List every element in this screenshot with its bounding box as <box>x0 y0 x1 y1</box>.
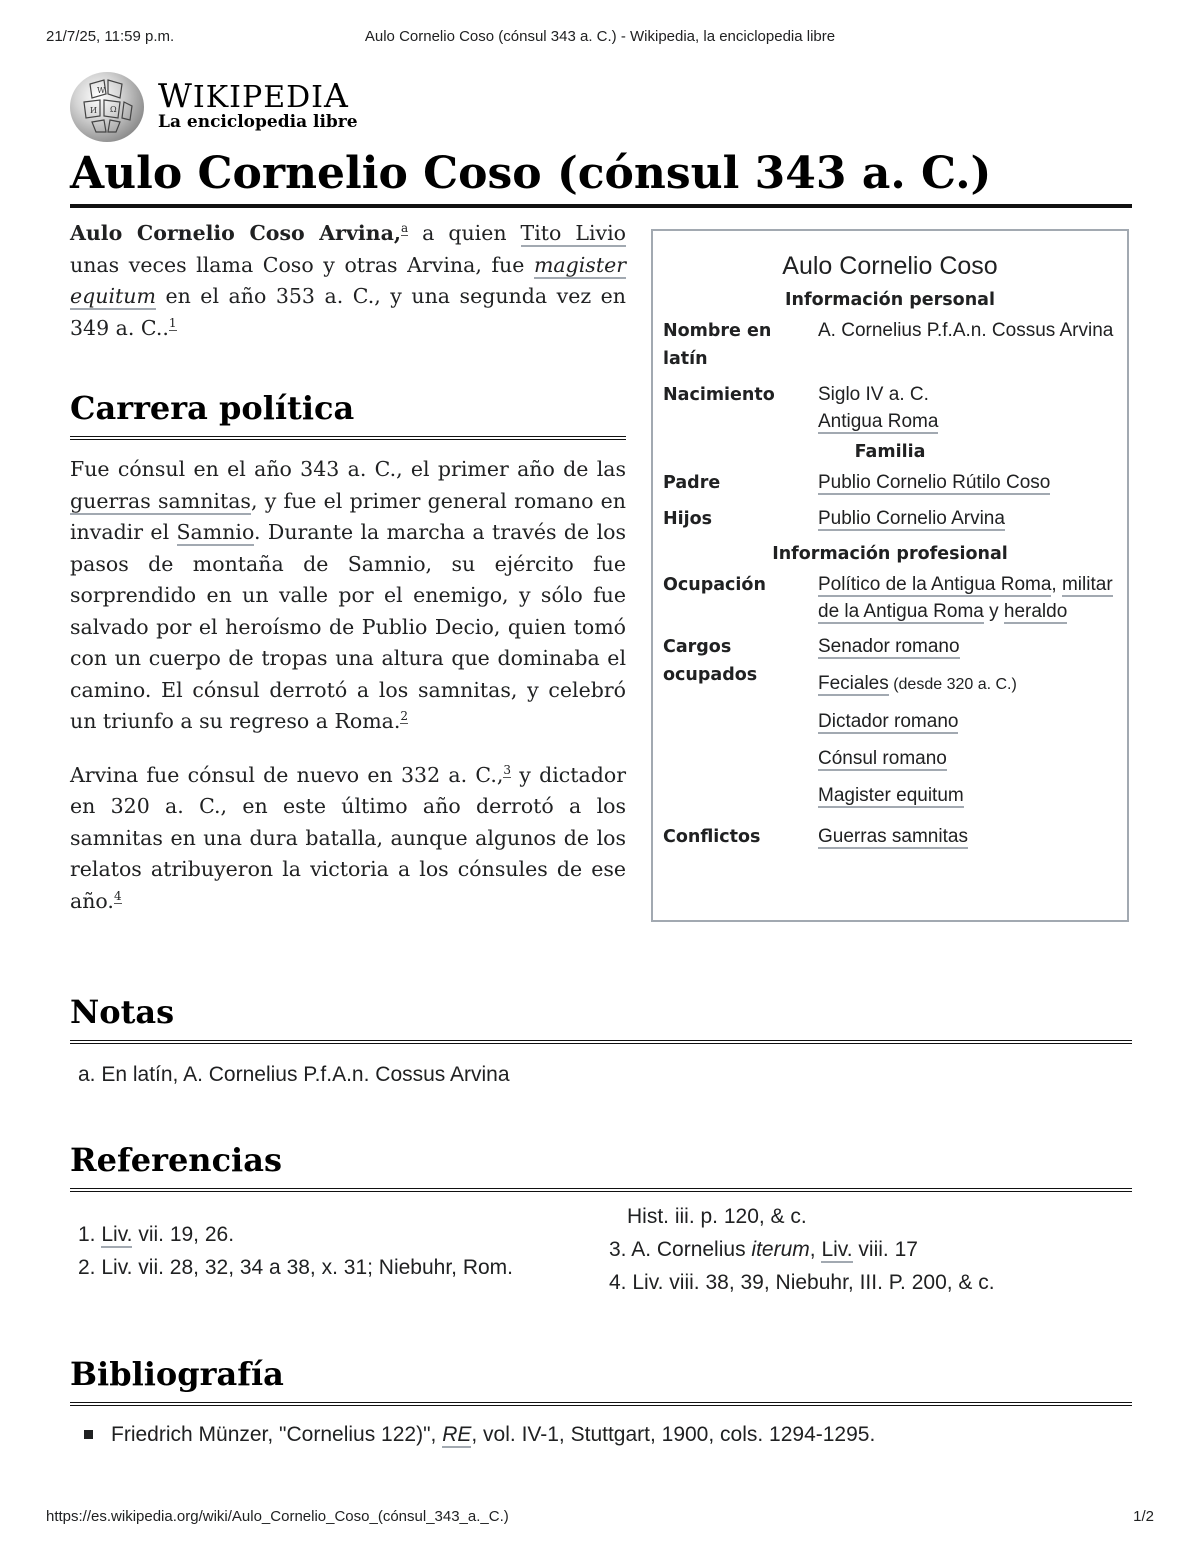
infobox-title: Aulo Cornelio Coso <box>782 252 998 280</box>
svg-text:Ω: Ω <box>110 105 117 114</box>
reference-2-continued: Hist. iii. p. 120, & c. <box>627 1205 807 1228</box>
article-body <box>70 218 626 917</box>
section-bibliography <box>70 1352 1132 1451</box>
link-militar[interactable]: militar de la Antigua Roma <box>818 574 1113 622</box>
wikipedia-globe-icon <box>70 72 144 142</box>
references-list <box>70 1196 1132 1299</box>
infobox-row-birth: Nacimiento Siglo IV a. C. Antigua Roma <box>663 384 939 432</box>
print-footer <box>46 1508 1154 1530</box>
link-children[interactable]: Publio Cornelio Arvina <box>818 508 1005 529</box>
wikipedia-logo[interactable] <box>70 72 370 144</box>
page-number: 1/2 <box>1133 1508 1154 1525</box>
ref-3[interactable]: 3 <box>503 762 512 777</box>
link-liv-1[interactable]: Liv. <box>101 1223 133 1246</box>
reference-3: 3. A. Cornelius iterum, Liv. viii. 17 <box>609 1238 918 1261</box>
wikipedia-wordmark: WIKIPEDIA <box>158 76 349 115</box>
link-liv-3[interactable]: Liv. <box>821 1238 853 1261</box>
link-magister-equitum[interactable]: magister equitum <box>70 252 626 308</box>
infobox-row-latin-name: Nombre en latín A. Cornelius P.f.A.n. Cossus Arvina <box>663 320 1114 369</box>
infobox-header-family: Familia <box>854 442 926 462</box>
section-heading-career: Carrera política <box>70 386 626 440</box>
infobox-header-personal: Información personal <box>785 290 995 310</box>
career-paragraph-2: Arvina fue cónsul de nuevo en 332 a. C.,$^3$ y dictador en 320 a. C., en este último año derrotó a los samnitas en una dura batalla, aunque algunos de los relatos atribuyeron la victoria a los cónsules de ese año.$^4$ <box>70 762 626 913</box>
bibliography-item: Friedrich Münzer, "Cornelius 122)", RE, vol. IV-1, Stuttgart, 1900, cols. 1294-1295. <box>70 1418 1132 1451</box>
link-heraldo[interactable]: heraldo <box>1003 601 1068 622</box>
intro-paragraph: Aulo Cornelio Coso Arvina,$^a$ a quien Tito Livio unas veces llama Coso y otras Arvina, fue magister equitum en el año 353 a. C., y una segunda vez en 349 a. C..$^1$ <box>70 221 626 340</box>
page-title: Aulo Cornelio Coso (cónsul 343 a. C.) <box>70 146 1132 208</box>
print-date: 21/7/25, 11:59 p.m. <box>46 28 175 45</box>
reference-1: 1. Liv. vii. 19, 26. <box>78 1223 235 1246</box>
link-dictador[interactable]: Dictador romano <box>818 711 959 732</box>
print-header <box>46 28 1154 50</box>
infobox-row-father: Padre Publio Cornelio Rútilo Coso <box>663 472 1051 493</box>
link-consul[interactable]: Cónsul romano <box>818 748 947 769</box>
print-title: Aulo Cornelio Coso (cónsul 343 a. C.) - Wikipedia, la enciclopedia libre <box>364 28 836 45</box>
link-feciales[interactable]: Feciales <box>818 673 889 694</box>
note-a: a. En latín, A. Cornelius P.f.A.n. Cossus Arvina <box>78 1063 510 1086</box>
svg-text:И: И <box>90 106 97 115</box>
infobox-row-children: Hijos Publio Cornelio Arvina <box>663 508 1005 529</box>
link-antigua-roma[interactable]: Antigua Roma <box>818 411 939 432</box>
link-re[interactable]: RE <box>442 1423 472 1446</box>
reference-2: 2. Liv. vii. 28, 32, 34 a 38, x. 31; Niebuhr, Rom. <box>78 1256 514 1279</box>
infobox <box>651 229 1129 922</box>
link-tito-livio[interactable]: Tito Livio <box>520 221 626 245</box>
infobox-row-occupation: Ocupación Político de la Antigua Roma, militar de la Antigua Roma y heraldo <box>663 574 1113 622</box>
link-politico[interactable]: Político de la Antigua Roma <box>818 574 1052 595</box>
reference-4: 4. Liv. viii. 38, 39, Niebuhr, III. P. 200, & c. <box>609 1271 995 1294</box>
link-guerras-samnitas[interactable]: guerras samnitas <box>70 488 251 513</box>
link-samnio[interactable]: Samnio <box>176 520 254 544</box>
wikipedia-tagline: La enciclopedia libre <box>158 112 358 132</box>
link-senador[interactable]: Senador romano <box>818 636 960 657</box>
career-paragraph-1: Fue cónsul en el año 343 a. C., el primer año de las guerras samnitas, y fue el primer general romano en invadir el Samnio. Durante la marcha a través de los pasos de montaña de Samnio, su ejército fue sorprendido en un valle por el enemigo, y sólo fue salvado por el heroísmo de Publio Decio, quien tomó con un cuerpo de tropas una altura que dominaba el camino. El cónsul derrotó a los samnitas, y celebró un triunfo a su regreso a Roma.$^2$ <box>70 457 626 733</box>
section-notes <box>70 990 1132 1091</box>
ref-1[interactable]: 1 <box>168 315 177 330</box>
ref-4[interactable]: 4 <box>113 888 122 903</box>
print-url: https://es.wikipedia.org/wiki/Aulo_Cornelio_Coso_(cónsul_343_a._C.) <box>46 1508 509 1525</box>
ref-2[interactable]: 2 <box>400 709 409 724</box>
section-heading-references: Referencias <box>70 1138 1132 1192</box>
link-guerras-samnitas-infobox[interactable]: Guerras samnitas <box>818 826 968 847</box>
link-father[interactable]: Publio Cornelio Rútilo Coso <box>818 472 1051 493</box>
infobox-row-posts: Cargos ocupados Senador romano Feciales (desde 320 a. C.) Dictador romano Cónsul romano Magister equitum <box>663 636 1017 806</box>
section-references <box>70 1138 1132 1299</box>
infobox-header-professional: Información profesional <box>772 544 1008 564</box>
section-heading-notes: Notas <box>70 990 1132 1044</box>
article-subject: Aulo Cornelio Coso Arvina, <box>70 221 401 245</box>
link-magister-equitum-infobox[interactable]: Magister equitum <box>818 785 964 806</box>
infobox-row-conflicts: Conflictos Guerras samnitas <box>663 826 968 847</box>
section-heading-bibliography: Bibliografía <box>70 1352 1132 1406</box>
bullet-icon <box>84 1430 93 1439</box>
svg-text:W: W <box>97 86 106 95</box>
note-ref-a[interactable]: a <box>401 221 409 236</box>
